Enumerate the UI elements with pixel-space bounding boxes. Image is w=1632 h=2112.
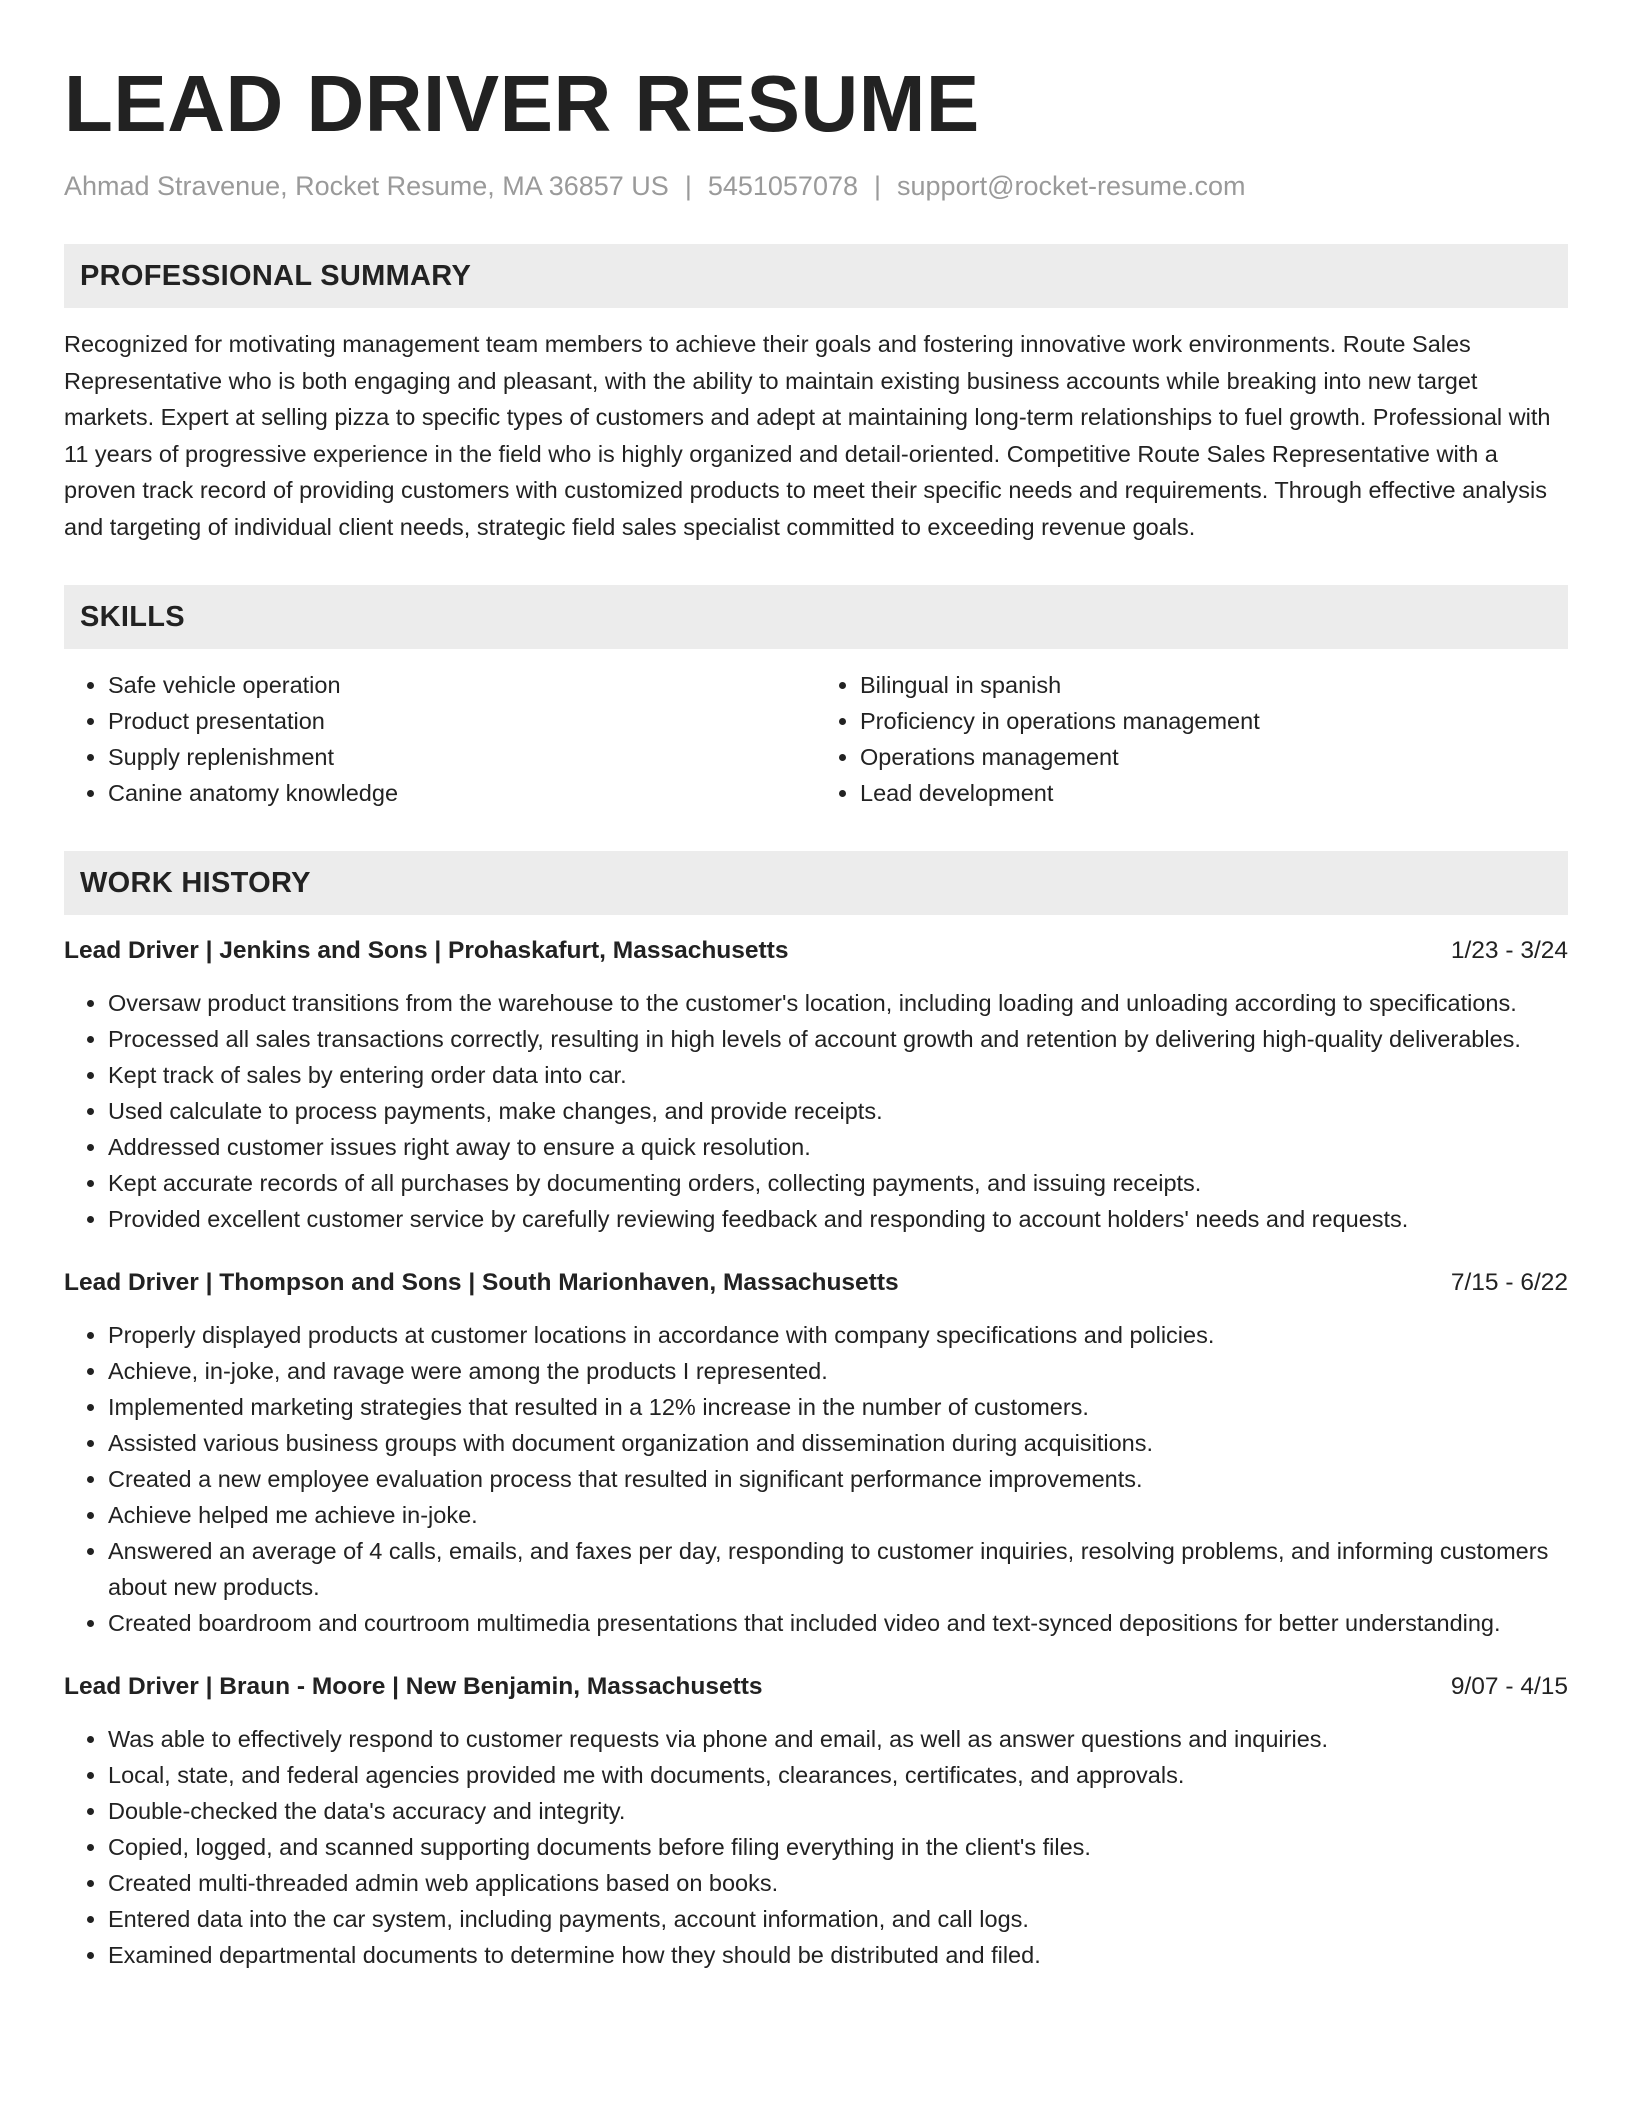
job-entry	[64, 1265, 1568, 1641]
skills-heading: SKILLS	[64, 585, 1568, 649]
summary-heading: PROFESSIONAL SUMMARY	[64, 244, 1568, 308]
job-bullet: • Examined departmental documents to determine how they should be distributed and filed.	[108, 1937, 1568, 1973]
job-bullets	[64, 985, 1568, 1237]
job-bullet: • Achieve helped me achieve in-joke.	[108, 1497, 1568, 1533]
contact-email: support@rocket-resume.com	[897, 171, 1246, 201]
summary-text: Recognized for motivating management team members to achieve their goals and fostering innovative work environments. Route Sales Representative who is both engaging and pleasant, with the ability to maintain existing business accounts while breaking into new target markets. Expert at selling pizza to specific types of customers and adept at maintaining long-term relationships to fuel growth. Professional with 11 years of progressive experience in the field who is highly organized and detail-oriented. Competitive Route Sales Representative with a proven track record of providing customers with customized products to meet their specific needs and requirements. Through effective analysis and targeting of individual client needs, strategic field sales specialist committed to exceeding revenue goals.	[64, 331, 1551, 540]
job-bullet: • Provided excellent customer service by carefully reviewing feedback and responding to account holders' needs and requests.	[108, 1201, 1568, 1237]
job-bullet: • Entered data into the car system, including payments, account information, and call logs.	[108, 1901, 1568, 1937]
job-bullet: • Properly displayed products at customer locations in accordance with company specifications and policies.	[108, 1317, 1568, 1353]
skill-item: • Bilingual in spanish	[860, 667, 1568, 703]
job-title: Lead Driver | Thompson and Sons | South Marionhaven, Massachusetts	[64, 1269, 899, 1296]
job-bullet: • Oversaw product transitions from the warehouse to the customer's location, including loading and unloading according to specifications.	[108, 985, 1568, 1021]
contact-address: Ahmad Stravenue, Rocket Resume, MA 36857 US	[64, 171, 669, 201]
job-dates: 1/23 - 3/24	[1450, 937, 1568, 964]
resume-page	[64, 56, 1568, 1973]
job-bullet: • Double-checked the data's accuracy and integrity.	[108, 1793, 1568, 1829]
job-header	[64, 933, 1568, 969]
job-bullet: • Local, state, and federal agencies provided me with documents, clearances, certificates, and approvals.	[108, 1757, 1568, 1793]
skills-column-right	[816, 667, 1568, 811]
job-bullet: • Used calculate to process payments, make changes, and provide receipts.	[108, 1093, 1568, 1129]
job-dates: 7/15 - 6/22	[1450, 1269, 1568, 1296]
job-bullet: • Copied, logged, and scanned supporting documents before filing everything in the client's files.	[108, 1829, 1568, 1865]
job-entry	[64, 933, 1568, 1237]
contact-separator: |	[684, 171, 692, 201]
work-history-heading: WORK HISTORY	[64, 851, 1568, 915]
job-bullet: • Processed all sales transactions correctly, resulting in high levels of account growth and retention by delivering high-quality deliverables.	[108, 1021, 1568, 1057]
job-bullets	[64, 1317, 1568, 1641]
job-header	[64, 1669, 1568, 1705]
job-bullet: • Kept track of sales by entering order data into car.	[108, 1057, 1568, 1093]
job-bullet: • Created a new employee evaluation process that resulted in significant performance improvements.	[108, 1461, 1568, 1497]
job-title: Lead Driver | Braun - Moore | New Benjamin, Massachusetts	[64, 1673, 763, 1700]
job-bullet: • Answered an average of 4 calls, emails, and faxes per day, responding to customer inquiries, resolving problems, and informing customers about new products.	[108, 1533, 1568, 1605]
job-bullet: • Kept accurate records of all purchases by documenting orders, collecting payments, and issuing receipts.	[108, 1165, 1568, 1201]
job-title: Lead Driver | Jenkins and Sons | Prohaskafurt, Massachusetts	[64, 937, 789, 964]
job-entry	[64, 1669, 1568, 1973]
contact-line	[64, 168, 1568, 204]
job-bullet: • Assisted various business groups with document organization and dissemination during acquisitions.	[108, 1425, 1568, 1461]
skill-item: • Proficiency in operations management	[860, 703, 1568, 739]
skill-item: • Product presentation	[108, 703, 816, 739]
skill-item: • Operations management	[860, 739, 1568, 775]
skill-item: • Lead development	[860, 775, 1568, 811]
job-bullet: • Addressed customer issues right away to ensure a quick resolution.	[108, 1129, 1568, 1165]
skill-item: • Supply replenishment	[108, 739, 816, 775]
job-bullet: • Achieve, in-joke, and ravage were among the products I represented.	[108, 1353, 1568, 1389]
skill-item: • Canine anatomy knowledge	[108, 775, 816, 811]
resume-title: LEAD DRIVER RESUME	[64, 59, 980, 148]
job-bullets	[64, 1721, 1568, 1973]
job-dates: 9/07 - 4/15	[1450, 1673, 1568, 1700]
job-header	[64, 1265, 1568, 1301]
job-bullet: • Created multi-threaded admin web applications based on books.	[108, 1865, 1568, 1901]
skills-list	[64, 667, 1568, 811]
job-bullet: • Created boardroom and courtroom multimedia presentations that included video and text-synced depositions for better understanding.	[108, 1605, 1568, 1641]
job-bullet: • Was able to effectively respond to customer requests via phone and email, as well as answer questions and inquiries.	[108, 1721, 1568, 1757]
skill-item: • Safe vehicle operation	[108, 667, 816, 703]
skills-column-left	[64, 667, 816, 811]
contact-separator: |	[874, 171, 882, 201]
job-bullet: • Implemented marketing strategies that resulted in a 12% increase in the number of customers.	[108, 1389, 1568, 1425]
contact-phone: 5451057078	[707, 171, 858, 201]
